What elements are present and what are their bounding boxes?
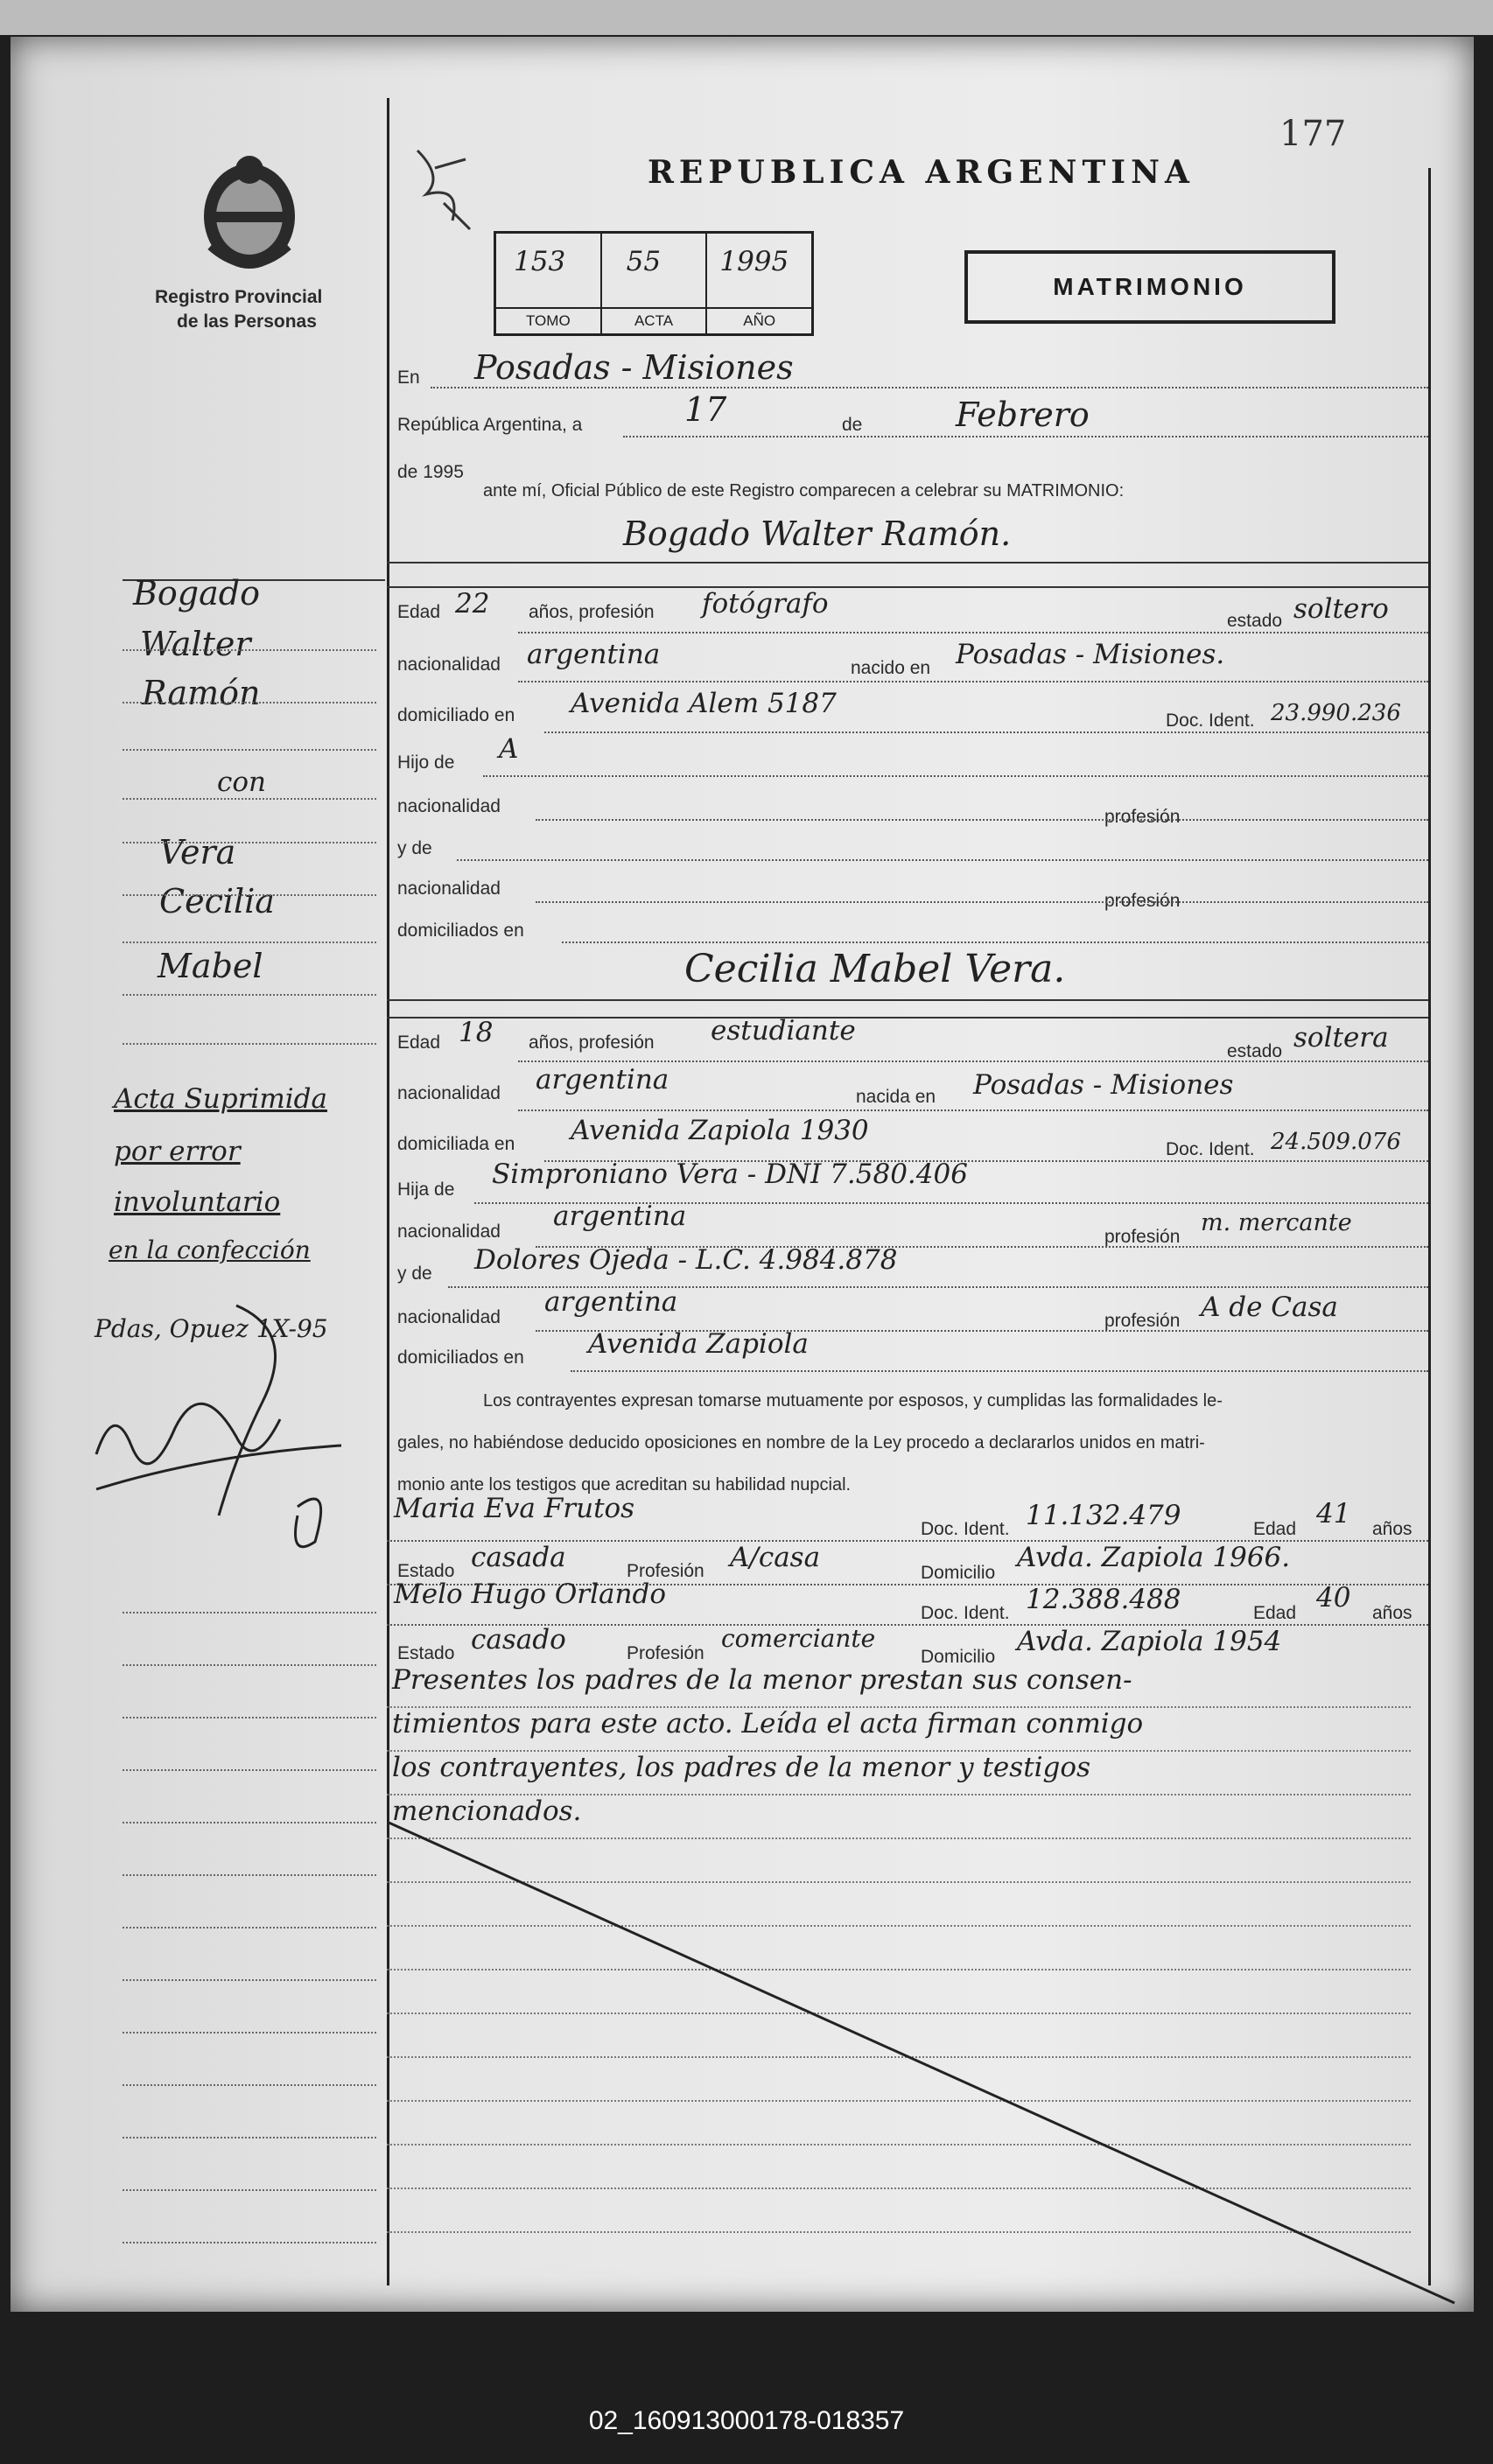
witness2-profession: comerciante: [721, 1624, 876, 1653]
dotted-line: [623, 436, 1428, 438]
groom-doc-label: Doc. Ident.: [1166, 710, 1255, 731]
bride-age: 18: [459, 1017, 494, 1048]
top-page-edge: [0, 0, 1493, 35]
bride-hija-label: Hija de: [397, 1180, 455, 1200]
bride-doc-label: Doc. Ident.: [1166, 1139, 1255, 1159]
declaration-line1: Los contrayentes expresan tomarse mutuamente por esposos, y cumplidas las formalidades le-: [483, 1391, 1223, 1410]
margin-ruled-line: [123, 649, 376, 651]
bride-nacida-label: nacida en: [856, 1087, 936, 1107]
bride-nationality: argentina: [536, 1064, 669, 1096]
bride-anos-label: años, profesión: [529, 1032, 655, 1053]
margin-ruled-line: [123, 2189, 376, 2191]
groom-estado: soltero: [1293, 593, 1389, 625]
groom-name: Bogado Walter Ramón.: [623, 514, 1012, 553]
month-value: Febrero: [956, 396, 1090, 434]
dotted-line: [544, 732, 1428, 733]
dotted-line: [518, 1110, 1428, 1111]
de-label: de: [842, 415, 863, 435]
section-rule: [387, 999, 1428, 1001]
scan-id: 02_160913000178-018357: [588, 2406, 905, 2435]
acta-value: 55: [626, 246, 662, 277]
groom-age: 22: [455, 588, 490, 620]
margin-ruled-line: [123, 2137, 376, 2138]
country-title: REPUBLICA ARGENTINA: [648, 154, 1195, 191]
section-rule: [387, 562, 1428, 564]
margin-ruled-line: [123, 798, 376, 800]
acta-label: ACTA: [602, 307, 706, 333]
coat-of-arms-icon: [193, 150, 306, 273]
dotted-line: [431, 387, 1428, 388]
margin-name-4: con: [217, 766, 266, 798]
section-rule: [387, 1017, 1428, 1018]
tomo-label: TOMO: [496, 307, 600, 333]
section-rule: [387, 586, 1428, 588]
bride-nac1-label: nacionalidad: [397, 1222, 501, 1242]
bride-domicilio-label: domiciliada en: [397, 1134, 515, 1154]
dotted-line: [483, 775, 1428, 777]
witness1-profession: A/casa: [730, 1542, 821, 1573]
groom-doc: 23.990.236: [1271, 700, 1401, 726]
margin-name-1: Bogado: [133, 574, 260, 612]
dotted-line: [457, 859, 1428, 861]
dotted-line: [518, 681, 1428, 682]
groom-birthplace: Posadas - Misiones.: [956, 639, 1225, 670]
margin-ruled-line: [123, 749, 376, 751]
witness1-name: Maria Eva Frutos: [394, 1493, 635, 1524]
margin-ruled-line: [123, 1043, 376, 1045]
groom-profession: fotógrafo: [702, 588, 829, 620]
margin-ruled-line: [123, 2032, 376, 2034]
witness1-doc: 11.132.479: [1026, 1500, 1181, 1531]
margin-annotation-1: Acta Suprimida: [114, 1083, 327, 1115]
record-number-box: [494, 231, 814, 336]
margin-ruled-line: [123, 2084, 376, 2086]
dotted-line: [536, 819, 1428, 821]
bride-doc: 24.509.076: [1271, 1129, 1401, 1155]
groom-nacionalidad-label: nacionalidad: [397, 654, 501, 675]
witness2-doc: 12.388.488: [1026, 1584, 1181, 1615]
registry-line2: de las Personas: [177, 312, 317, 332]
margin-ruled-line: [123, 2242, 376, 2244]
dotted-line: [562, 942, 1428, 943]
witness2-domicilio-label: Domicilio: [921, 1647, 996, 1667]
margin-ruled-line: [123, 994, 376, 996]
cancel-stroke: [387, 1822, 1472, 2312]
place-value: Posadas - Misiones: [474, 348, 794, 387]
margin-name-3: Ramón: [142, 674, 261, 712]
bride-mother: Dolores Ojeda - L.C. 4.984.878: [474, 1244, 898, 1276]
ruled-line: [387, 1706, 1411, 1708]
year-prefix: de 1995: [397, 462, 464, 482]
groom-nationality: argentina: [527, 639, 661, 670]
bride-estado: soltera: [1293, 1022, 1389, 1054]
witness1-age: 41: [1316, 1498, 1351, 1530]
witness1-profesion-label: Profesión: [627, 1561, 704, 1581]
margin-annotation-date: Pdas, Opuez 1X-95: [95, 1314, 328, 1343]
bride-father-profession: m. mercante: [1201, 1209, 1352, 1236]
margin-name-2: Walter: [140, 625, 251, 663]
certificate-page: [11, 37, 1474, 2312]
margin-ruled-line: [123, 894, 376, 896]
witness1-estado-label: Estado: [397, 1561, 455, 1581]
groom-nac1-label: nacionalidad: [397, 796, 501, 816]
bride-nacionalidad-label: nacionalidad: [397, 1083, 501, 1103]
en-label: En: [397, 368, 420, 388]
bride-prof1-label: profesión: [1104, 1227, 1181, 1247]
day-value: 17: [684, 390, 727, 429]
bride-address: Avenida Zapiola 1930: [571, 1115, 869, 1146]
witness2-age: 40: [1316, 1582, 1351, 1614]
dotted-line: [518, 1060, 1428, 1062]
groom-yde-label: y de: [397, 838, 432, 858]
closing-note-3: los contrayentes, los padres de la menor y testigos: [392, 1752, 1090, 1783]
bride-name: Cecilia Mabel Vera.: [684, 947, 1066, 991]
bride-yde-label: y de: [397, 1264, 432, 1284]
bride-nac2-label: nacionalidad: [397, 1307, 501, 1327]
margin-name-6: Cecilia: [159, 882, 275, 920]
ruled-line: [387, 1750, 1411, 1752]
groom-anos-label: años, profesión: [529, 602, 655, 622]
dotted-line: [536, 901, 1428, 903]
margin-annotation-3: involuntario: [114, 1186, 281, 1218]
groom-domicilio-label: domiciliado en: [397, 705, 515, 725]
bride-profession: estudiante: [711, 1015, 856, 1046]
margin-ruled-line: [123, 1874, 376, 1876]
closing-note-2: timientos para este acto. Leída el acta firman conmigo: [392, 1708, 1144, 1740]
groom-domiciliados-label: domiciliados en: [397, 920, 524, 941]
margin-ruled-line: [123, 842, 376, 844]
bride-prof2-label: profesión: [1104, 1311, 1181, 1331]
witness2-anos-label: años: [1372, 1603, 1412, 1623]
margin-ruled-line: [123, 1822, 376, 1824]
bride-birthplace: Posadas - Misiones: [973, 1069, 1234, 1101]
registry-line1: Registro Provincial: [155, 287, 323, 307]
margin-ruled-line: [123, 942, 376, 943]
witness2-address: Avda. Zapiola 1954: [1017, 1626, 1282, 1657]
witness1-domicilio-label: Domicilio: [921, 1563, 996, 1583]
acta-cell: [602, 234, 708, 333]
witness1-estado: casada: [471, 1542, 566, 1573]
bride-edad-label: Edad: [397, 1032, 441, 1053]
witness1-address: Avda. Zapiola 1966.: [1017, 1542, 1291, 1573]
bride-estado-label: estado: [1227, 1041, 1283, 1061]
ano-value: 1995: [719, 246, 789, 277]
margin-signature: [79, 1227, 376, 1594]
margin-ruled-line: [123, 1927, 376, 1928]
record-type-box: MATRIMONIO: [964, 250, 1335, 324]
margin-name-7: Mabel: [158, 947, 263, 985]
groom-estado-label: estado: [1227, 611, 1283, 631]
republica-label: República Argentina, a: [397, 415, 583, 435]
tomo-value: 153: [514, 246, 566, 277]
witness2-estado-label: Estado: [397, 1643, 455, 1663]
closing-note-1: Presentes los padres de la menor prestan sus consen-: [392, 1664, 1132, 1696]
bride-father-nationality: argentina: [553, 1200, 687, 1232]
bride-father: Simproniano Vera - DNI 7.580.406: [492, 1158, 968, 1190]
tomo-cell: [496, 234, 602, 333]
witness1-doc-label: Doc. Ident.: [921, 1519, 1010, 1539]
bride-mother-profession: A de Casa: [1201, 1292, 1338, 1323]
witness2-name: Melo Hugo Orlando: [394, 1578, 666, 1610]
scribble-mark: [409, 142, 479, 238]
groom-prof2-label: profesión: [1104, 891, 1181, 911]
comparecen-text: ante mí, Oficial Público de este Registro comparecen a celebrar su MATRIMONIO:: [483, 481, 1125, 500]
margin-ruled-line: [123, 1664, 376, 1666]
dotted-line: [518, 632, 1428, 634]
bride-domiciliados-label: domiciliados en: [397, 1348, 524, 1368]
groom-nac2-label: nacionalidad: [397, 878, 501, 899]
groom-nacido-label: nacido en: [851, 658, 931, 678]
margin-annotation-2: por error: [114, 1136, 241, 1167]
margin-ruled-line: [123, 1769, 376, 1771]
groom-edad-label: Edad: [397, 602, 441, 622]
witness2-profesion-label: Profesión: [627, 1643, 704, 1663]
margin-name-5: Vera: [159, 833, 236, 872]
margin-annotation-4: en la confección: [109, 1236, 311, 1264]
page-number: 177: [1279, 114, 1347, 154]
bride-parents-address: Avenida Zapiola: [588, 1328, 809, 1360]
groom-address: Avenida Alem 5187: [571, 688, 837, 719]
ruled-line: [387, 1794, 1411, 1796]
witness2-edad-label: Edad: [1253, 1603, 1297, 1623]
bride-mother-nationality: argentina: [544, 1286, 678, 1318]
ano-label: AÑO: [707, 307, 811, 333]
groom-hijo-label: Hijo de: [397, 752, 455, 773]
margin-ruled-line: [123, 1612, 376, 1614]
groom-parent1: A: [499, 733, 519, 765]
declaration-line3: monio ante los testigos que acreditan su habilidad nupcial.: [397, 1475, 852, 1494]
margin-ruled-line: [123, 1979, 376, 1981]
groom-prof1-label: profesión: [1104, 807, 1181, 827]
witness1-edad-label: Edad: [1253, 1519, 1297, 1539]
witness1-anos-label: años: [1372, 1519, 1412, 1539]
dotted-line: [571, 1370, 1428, 1372]
witness2-doc-label: Doc. Ident.: [921, 1603, 1010, 1623]
witness2-estado: casado: [471, 1624, 566, 1656]
closing-note-4: mencionados.: [392, 1796, 582, 1827]
ano-cell: [707, 234, 811, 333]
margin-ruled-line: [123, 1717, 376, 1718]
declaration-line2: gales, no habiéndose deducido oposiciones en nombre de la Ley procedo a declararlos unidos en matri-: [397, 1433, 1205, 1452]
margin-ruled-line: [123, 702, 376, 704]
